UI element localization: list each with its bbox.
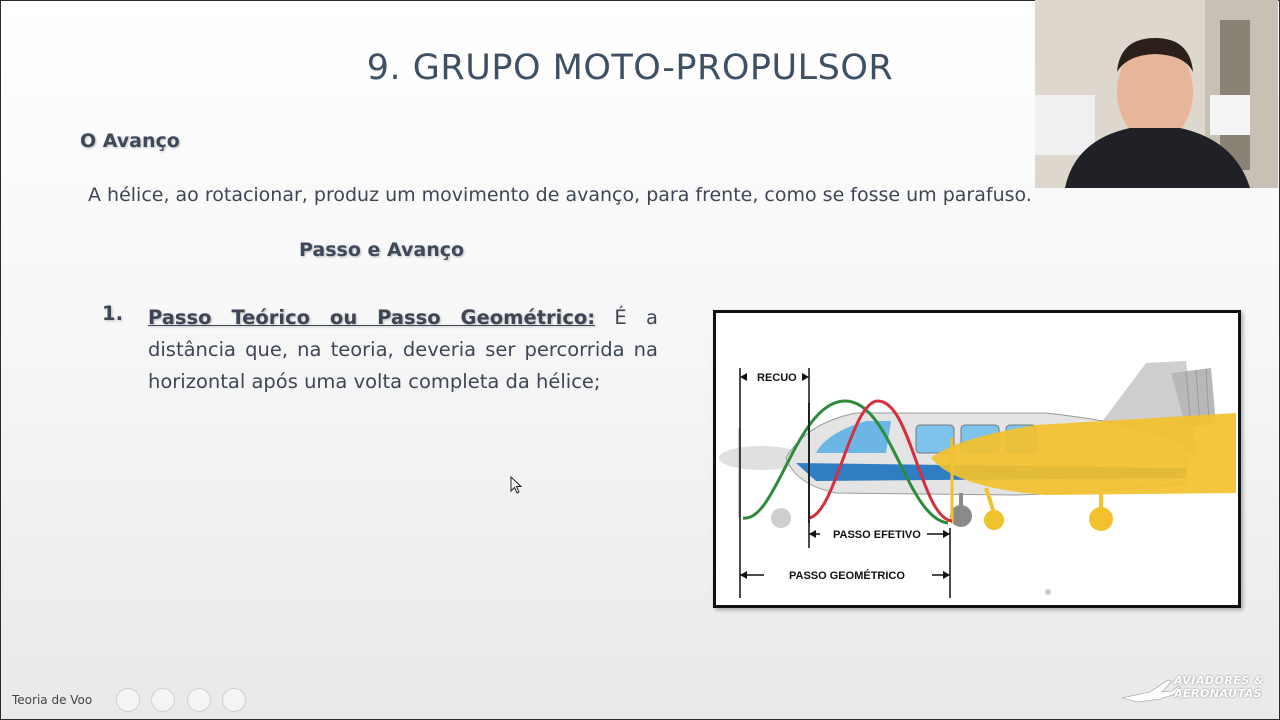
presenter-image: [1035, 0, 1278, 188]
more-icon[interactable]: [222, 688, 246, 712]
list-description: É a distância que, na teoria, deveria ser percorrida na horizontal após uma volta completa da hélice;: [148, 306, 659, 393]
section-heading: O Avanço: [80, 130, 180, 152]
brand-name: [1174, 674, 1264, 700]
propeller-pitch-figure: [713, 310, 1241, 608]
airplane-illustration: [716, 313, 1238, 605]
slides-icon[interactable]: [187, 688, 211, 712]
label-passo-geometrico: PASSO GEOMÉTRICO: [789, 570, 905, 582]
mouse-cursor-icon: [510, 476, 522, 494]
brand-line2: AERONAUTAS: [1174, 687, 1263, 700]
brand-line1: AVIADORES &: [1174, 674, 1265, 687]
label-recuo: RECUO: [757, 372, 797, 384]
presentation-label: Teoria de Voo: [12, 693, 93, 707]
list-number: 1.: [102, 302, 123, 325]
list-term: Passo Teórico ou Passo Geométrico:: [148, 306, 596, 329]
list-text: [148, 302, 658, 398]
slide-title: 9. GRUPO MOTO-PROPULSOR: [366, 48, 894, 88]
label-passo-efetivo: PASSO EFETIVO: [833, 529, 921, 541]
zoom-icon[interactable]: [151, 688, 175, 712]
intro-text: A hélice, ao rotacionar, produz um movimento de avanço, para frente, como se fosse um parafuso.: [88, 184, 1032, 206]
subtitle: Passo e Avanço: [299, 239, 465, 261]
webcam-video: [1035, 0, 1278, 188]
previous-icon[interactable]: [116, 688, 140, 712]
list-item: [102, 302, 658, 398]
